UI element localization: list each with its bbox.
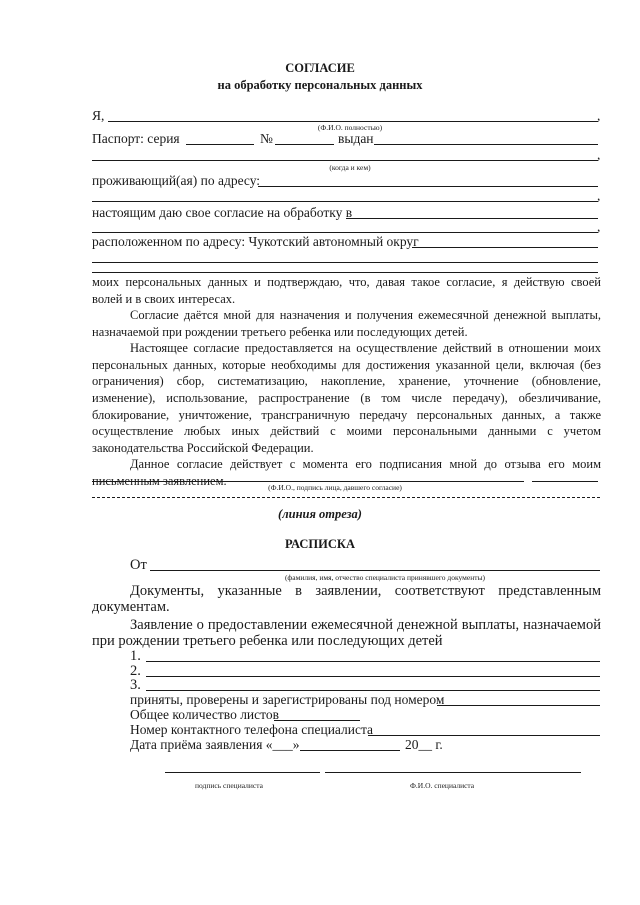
specialist-signature-field[interactable] <box>165 772 320 773</box>
paragraph-line: персональных данных, которые необходимы для достижения указанной цели, включая (без <box>92 357 601 372</box>
organization-field-continued[interactable] <box>92 232 598 233</box>
issued-label: выдан <box>338 131 374 146</box>
signature-field[interactable] <box>532 481 598 482</box>
paragraph-line: назначаемой при рождении третьего ребенка или последующих детей. <box>92 324 468 339</box>
address-label: проживающий(ая) по адресу: <box>92 173 261 188</box>
registered-label: приняты, проверены и зарегистрированы под номером <box>130 692 445 707</box>
location-field[interactable] <box>412 247 598 248</box>
comma: , <box>597 147 601 162</box>
paragraph-line: Настоящее согласие предоставляется на осуществление действий в отношении моих <box>130 341 601 356</box>
docs-line: документам. <box>92 599 170 615</box>
paragraph-line: осуществление любых иных действий с моими персональными данными с учетом <box>92 424 601 439</box>
issued-field[interactable] <box>374 144 598 145</box>
issued-caption: (когда и кем) <box>329 163 371 172</box>
list-item-number: 1. <box>130 648 141 664</box>
date-month-field[interactable] <box>300 750 400 751</box>
location-field-continued-2[interactable] <box>92 272 598 273</box>
passport-series-field[interactable] <box>186 144 254 145</box>
located-label: расположенном по адресу: Чукотский автономный округ <box>92 234 419 249</box>
paragraph-line: блокирование, уничтожение, трансграничную передачу персональных данных, а также <box>92 407 601 422</box>
fio-field[interactable] <box>108 121 598 122</box>
application-line: Заявление о предоставлении ежемесячной денежной выплаты, назначаемой <box>130 617 601 633</box>
list-item-number: 3. <box>130 677 141 693</box>
comma: , <box>597 188 601 203</box>
ya-label: Я, <box>92 108 105 123</box>
phone-field[interactable] <box>368 735 600 736</box>
cut-line <box>92 497 600 498</box>
paragraph-line: письменным заявлением. <box>92 474 227 488</box>
paragraph-line: изменение), использование, распространение (в том числе передачу), обезличивание, <box>92 391 601 405</box>
location-field-continued[interactable] <box>92 262 598 263</box>
list-item-field[interactable] <box>146 661 600 662</box>
address-field-continued[interactable] <box>92 201 598 202</box>
receipt-title: РАСПИСКА <box>284 537 356 551</box>
sheets-count-field[interactable] <box>274 720 360 721</box>
paragraph-line: Согласие даётся мной для назначения и получения ежемесячной денежной выплаты, <box>130 308 601 322</box>
address-field[interactable] <box>258 186 598 187</box>
cut-line-label: (линия отреза) <box>278 507 362 521</box>
paragraph-line: Данное согласие действует с момента его подписания мной до отзыва его моим <box>130 457 601 472</box>
specialist-name-field[interactable] <box>150 570 600 571</box>
sheets-label: Общее количество листов <box>130 707 279 722</box>
paragraph-line: моих персональных данных и подтверждаю, что, давая такое согласие, я действую своей <box>92 275 601 289</box>
paragraph-line: ограничения) сбор, систематизацию, накопление, хранение, уточнение (обновление, <box>92 374 601 389</box>
from-caption: (фамилия, имя, отчество специалиста принявшего документы) <box>284 573 486 582</box>
consent-subtitle: на обработку персональных данных <box>217 78 423 92</box>
signature-fio-field[interactable] <box>92 481 524 482</box>
fio-caption: Ф.И.О. специалиста <box>410 781 475 790</box>
list-item-field[interactable] <box>146 690 600 691</box>
comma: , <box>597 108 601 123</box>
issued-field-continued[interactable] <box>92 160 598 161</box>
list-item-field[interactable] <box>146 676 600 677</box>
signature-caption: (Ф.И.О., подпись лица, давшего согласие) <box>268 483 402 492</box>
passport-label: Паспорт: серия <box>92 131 180 146</box>
specialist-fio-field[interactable] <box>325 772 581 773</box>
passport-number-field[interactable] <box>275 144 334 145</box>
phone-label: Номер контактного телефона специалиста <box>130 722 374 737</box>
application-line: при рождении третьего ребенка или последующих детей <box>92 633 443 649</box>
year-label: 20__ г. <box>405 737 443 752</box>
registration-number-field[interactable] <box>437 705 600 706</box>
from-label: От <box>130 557 147 573</box>
paragraph-line: волей и в своих интересах. <box>92 291 236 306</box>
paragraph-line: законодательства Российской Федерации. <box>92 440 314 455</box>
consent-to-label: настоящим даю свое согласие на обработку в <box>92 205 353 220</box>
fio-caption: (Ф.И.О. полностью) <box>317 123 383 132</box>
docs-line: Документы, указанные в заявлении, соответствуют представленным <box>130 583 601 599</box>
comma: , <box>597 219 601 234</box>
date-label: Дата приёма заявления «___» <box>130 737 300 752</box>
list-item-number: 2. <box>130 663 141 679</box>
consent-title: СОГЛАСИЕ <box>285 61 355 75</box>
number-label: № <box>260 131 273 146</box>
organization-field[interactable] <box>346 218 598 219</box>
sign-caption: подпись специалиста <box>195 781 263 790</box>
